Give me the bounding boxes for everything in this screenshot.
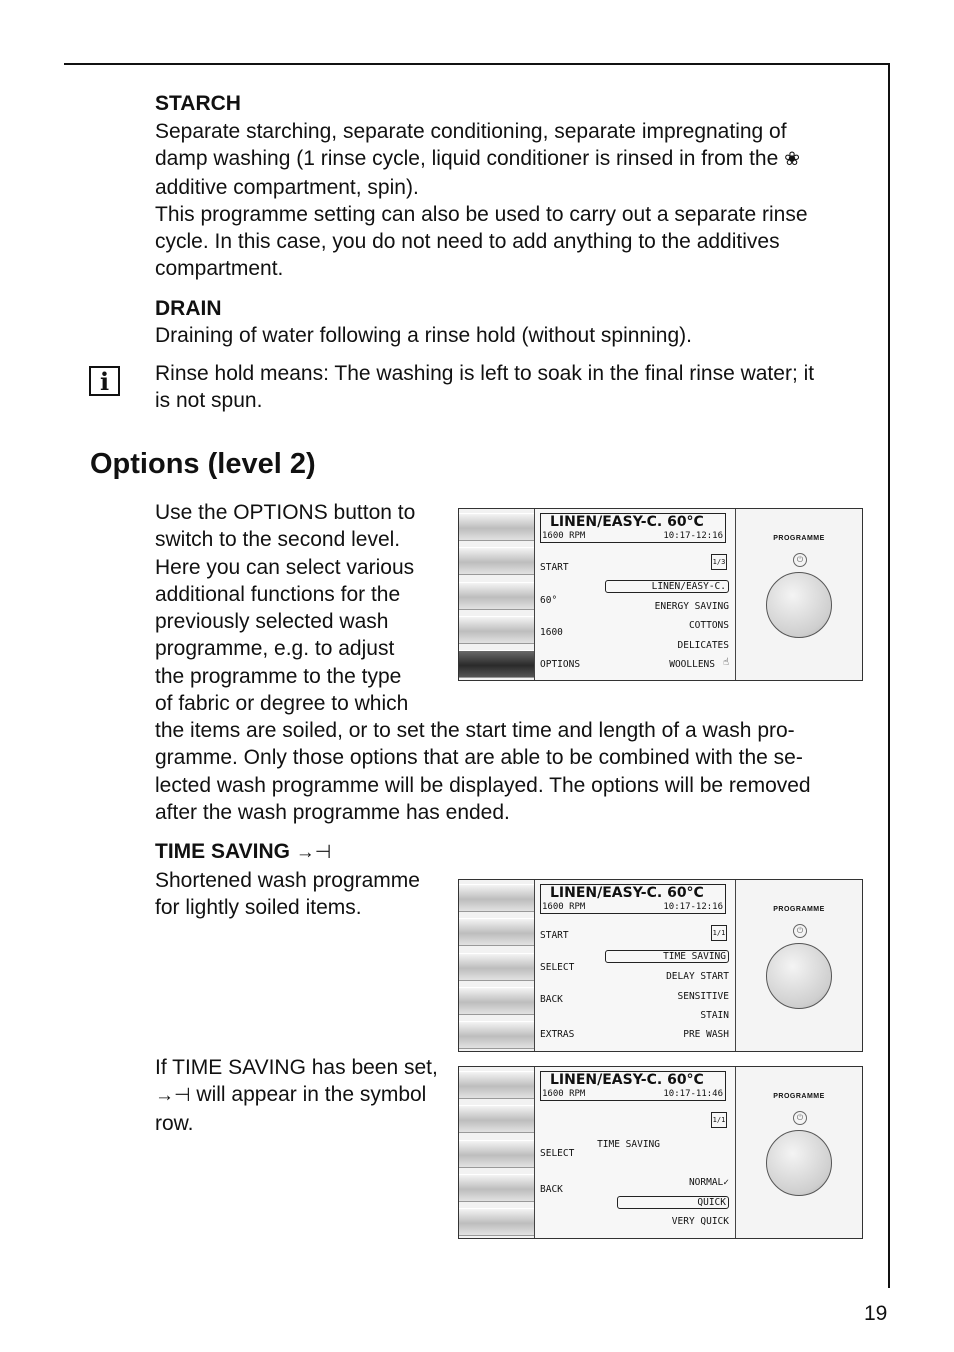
lcd-label-select: SELECT — [540, 962, 575, 973]
starch-line: additive compartment, spin). — [155, 175, 419, 199]
programme-area — [736, 880, 862, 1051]
time-saving-line: for lightly soiled items. — [155, 896, 362, 920]
panel-button[interactable] — [459, 547, 534, 575]
time-saving-heading — [155, 838, 331, 866]
page-indicator: 1/3 — [711, 554, 727, 570]
options-line: Here you can select various — [155, 555, 415, 579]
programme-label: PROGRAMME — [773, 906, 825, 913]
starch-line: cycle. In this case, you do not need to add anything to the additives — [155, 230, 780, 254]
programme-area — [736, 509, 862, 680]
panel-button[interactable] — [459, 582, 534, 610]
lcd-label-temp: 60° — [540, 595, 558, 606]
panel-button[interactable] — [459, 1174, 534, 1202]
panel-button[interactable] — [459, 1021, 534, 1049]
options-line: additional functions for the — [155, 582, 401, 606]
panel-buttons — [459, 1067, 535, 1238]
lcd-title: LINEN/EASY-C. 60°C — [550, 885, 704, 901]
lcd-submenu-title: TIME SAVING — [597, 1139, 660, 1150]
panel-buttons — [459, 880, 535, 1051]
lcd-option: WOOLLENS — [669, 659, 715, 670]
starch-text — [155, 118, 808, 283]
power-icon[interactable]: ⏻ — [793, 924, 807, 938]
starch-line: Separate starching, separate conditioning, separate impregnating of — [155, 120, 787, 143]
programme-knob[interactable] — [766, 572, 832, 638]
power-icon[interactable]: ⏻ — [793, 1111, 807, 1125]
options-line: of fabric or degree to which — [155, 692, 409, 716]
lcd-rpm: 1600 RPM — [542, 531, 586, 541]
lcd-label-start: START — [540, 930, 569, 941]
lcd-display — [535, 509, 736, 680]
note-line: If TIME SAVING has been set, — [155, 1056, 438, 1079]
lcd-time: 10:17-11:46 — [663, 1089, 723, 1099]
lcd-option: SENSITIVE — [677, 991, 729, 1002]
lcd-title: LINEN/EASY-C. 60°C — [550, 514, 704, 530]
flower-icon: ❀ — [784, 149, 801, 171]
lcd-option: PRE WASH — [683, 1029, 729, 1040]
lcd-label-back: BACK — [540, 994, 563, 1005]
lcd-label-spin: 1600 — [540, 627, 563, 638]
drain-heading: DRAIN — [155, 297, 222, 320]
panel-button[interactable] — [459, 1208, 534, 1236]
programme-label: PROGRAMME — [773, 1093, 825, 1100]
options-line: programme, e.g. to adjust — [155, 637, 395, 661]
lcd-rpm: 1600 RPM — [542, 1089, 586, 1099]
panel-button[interactable] — [459, 884, 534, 912]
lcd-header — [540, 884, 726, 914]
lcd-option: NORMAL✓ — [688, 1177, 729, 1188]
panel-button[interactable] — [459, 918, 534, 946]
lcd-label-extras: EXTRAS — [540, 1029, 575, 1040]
panel-button[interactable] — [459, 1071, 534, 1099]
control-panel-options — [458, 508, 863, 681]
panel-button[interactable] — [459, 1140, 534, 1168]
panel-button[interactable] — [459, 987, 534, 1015]
options-line: lected wash programme will be displayed. The options will be removed — [155, 773, 811, 797]
lcd-rpm: 1600 RPM — [542, 902, 586, 912]
lcd-option-selected: QUICK — [617, 1196, 729, 1209]
lcd-option-selected: LINEN/EASY-C. — [605, 580, 729, 593]
lcd-label-back: BACK — [540, 1184, 563, 1195]
starch-line: compartment. — [155, 257, 284, 281]
lcd-option: DELICATES — [677, 640, 729, 651]
starch-line: damp washing (1 rinse cycle, liquid conditioner is rinsed in from the — [155, 147, 779, 171]
panel-button[interactable] — [459, 616, 534, 644]
lcd-option: VERY QUICK — [671, 1216, 729, 1227]
lcd-time: 10:17-12:16 — [663, 531, 723, 541]
info-line: is not spun. — [155, 389, 263, 413]
page-indicator: 1/1 — [711, 925, 727, 941]
options-line: the programme to the type — [155, 664, 402, 688]
page-number: 19 — [864, 1302, 888, 1325]
starch-line: This programme setting can also be used to carry out a separate rinse — [155, 202, 808, 226]
lcd-option: DELAY START — [666, 971, 729, 982]
options-line: previously selected wash — [155, 610, 389, 634]
options-text-narrow — [155, 499, 415, 717]
options-line: the items are soiled, or to set the start time and length of a wash pro- — [155, 719, 795, 742]
info-icon-letter: i — [99, 366, 110, 396]
options-line: Use the OPTIONS button to — [155, 501, 416, 524]
drain-text: Draining of water following a rinse hold (without spinning). — [155, 324, 692, 347]
lcd-header — [540, 513, 726, 543]
lcd-label-start: START — [540, 562, 569, 573]
options-line: gramme. Only those options that are able to be combined with the se- — [155, 746, 803, 770]
programme-knob[interactable] — [766, 1130, 832, 1196]
note-line: row. — [155, 1111, 194, 1135]
control-panel-time-saving-level — [458, 1066, 863, 1239]
panel-buttons — [459, 509, 535, 680]
lcd-title: LINEN/EASY-C. 60°C — [550, 1072, 704, 1088]
lcd-option: ENERGY SAVING — [654, 601, 729, 612]
starch-heading: STARCH — [155, 92, 241, 115]
hand-wash-icon: ☝ — [722, 657, 729, 668]
section-title: Options (level 2) — [90, 448, 316, 480]
options-panel-button[interactable] — [459, 650, 534, 678]
page-indicator: 1/1 — [711, 1112, 727, 1128]
time-saving-icon: →⊣ — [295, 842, 332, 863]
time-saving-heading-text: TIME SAVING — [155, 840, 290, 863]
right-rule — [888, 63, 890, 1288]
control-panel-time-saving — [458, 879, 863, 1052]
top-rule — [64, 63, 890, 65]
time-saving-line: Shortened wash programme — [155, 869, 420, 892]
lcd-label-options: OPTIONS — [540, 659, 581, 670]
lcd-time: 10:17-12:16 — [663, 902, 723, 912]
panel-button[interactable] — [459, 513, 534, 541]
info-icon — [89, 366, 120, 396]
panel-button[interactable] — [459, 953, 534, 981]
lcd-display — [535, 880, 736, 1051]
options-line: switch to the second level. — [155, 528, 401, 552]
programme-label: PROGRAMME — [773, 535, 825, 542]
time-saving-icon: →⊣ — [155, 1085, 191, 1107]
lcd-label-select: SELECT — [540, 1148, 575, 1159]
note-line: will appear in the symbol — [196, 1083, 427, 1107]
info-line: Rinse hold means: The washing is left to soak in the final rinse water; it — [155, 362, 815, 385]
options-line: after the wash programme has ended. — [155, 800, 510, 824]
lcd-option-selected: TIME SAVING — [605, 950, 729, 963]
programme-knob[interactable] — [766, 943, 832, 1009]
lcd-display — [535, 1067, 736, 1238]
lcd-header — [540, 1071, 726, 1101]
power-icon[interactable]: ⏻ — [793, 553, 807, 567]
info-text — [155, 360, 814, 415]
lcd-option: STAIN — [700, 1010, 729, 1021]
panel-button[interactable] — [459, 1105, 534, 1133]
time-saving-note — [155, 1054, 438, 1137]
lcd-option: COTTONS — [688, 620, 729, 631]
programme-area — [736, 1067, 862, 1238]
options-text-wide — [155, 717, 811, 826]
time-saving-text — [155, 867, 420, 922]
